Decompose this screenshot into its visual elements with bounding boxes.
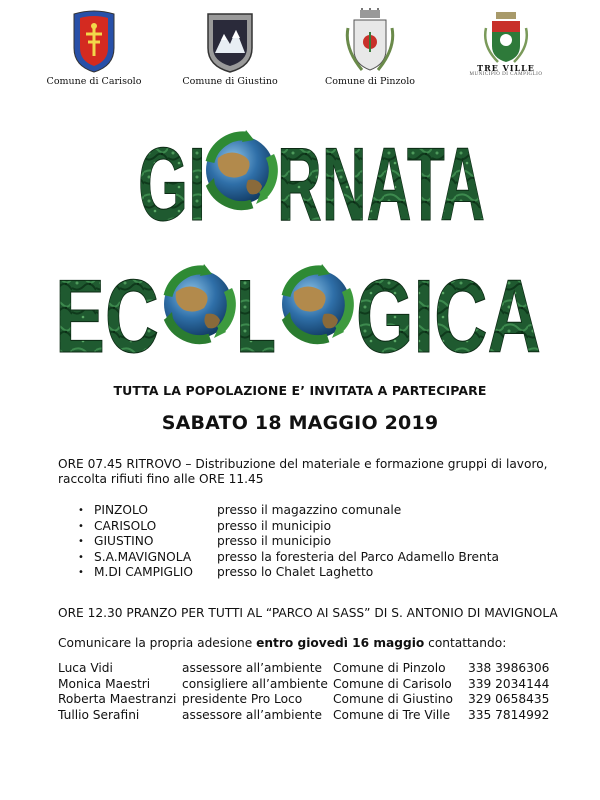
recycling-globe-icon	[206, 130, 274, 206]
list-item	[78, 534, 558, 550]
location-town: CARISOLO	[94, 518, 157, 533]
location-place: presso il municipio	[217, 518, 332, 533]
gathering-text: – Distribuzione del materiale e formazione gruppi di lavoro, raccolta rifiuti fino alle	[58, 457, 548, 486]
carisolo-crest-icon	[64, 8, 124, 74]
contact-phone: 339 2034144	[468, 676, 550, 691]
list-item	[78, 519, 558, 535]
table-row	[58, 708, 558, 724]
logo-bar	[0, 8, 600, 92]
contact-comune: Comune di Giustino	[333, 692, 453, 706]
tre-ville-crest-icon	[476, 8, 536, 64]
lunch-time: ORE 12.30 PRANZO	[58, 606, 178, 620]
contact-intro-before: Comunicare la propria adesione	[58, 636, 257, 650]
contact-comune: Comune di Carisolo	[333, 676, 452, 691]
logo-subcaption-tre-ville: MUNICIPIO DI CAMPIGLIO	[469, 72, 543, 77]
lunch-text: PER TUTTI AL “PARCO AI SASS” DI S. ANTONIO DI MAVIGNOLA	[177, 606, 558, 620]
table-row	[58, 692, 558, 708]
lunch-line	[58, 606, 558, 621]
title-word-gica: GICA	[356, 259, 541, 358]
contact-role: consigliere all’ambiente	[182, 676, 328, 691]
contact-deadline: entro giovedì 16 maggio	[256, 636, 425, 650]
logo-caption-pinzolo: Comune di Pinzolo	[324, 76, 416, 87]
pinzolo-crest-icon	[340, 8, 400, 74]
logo-caption-carisolo: Comune di Carisolo	[46, 76, 142, 87]
location-town: GIUSTINO	[94, 534, 154, 548]
bullet-icon: •	[78, 505, 84, 516]
contact-intro	[58, 636, 558, 651]
title-word-ec: EC	[55, 259, 159, 358]
location-town: PINZOLO	[94, 503, 148, 517]
contact-phone: 335 7814992	[468, 707, 550, 722]
contact-name: Roberta Maestranzi	[58, 692, 177, 706]
contact-phone: 338 3986306	[468, 661, 550, 675]
bullet-icon: •	[78, 551, 84, 563]
gathering-time: ORE 07.45	[58, 457, 123, 471]
contact-name: Luca Vidi	[58, 661, 113, 675]
invitation-subtitle: TUTTA LA POPOLAZIONE E’ INVITATA A PARTECIPARE	[113, 383, 487, 398]
list-item	[78, 503, 558, 519]
table-row	[58, 661, 558, 677]
table-row	[58, 677, 558, 693]
bullet-icon: •	[78, 520, 84, 532]
location-town: M.DI CAMPIGLIO	[94, 565, 193, 579]
title-line-2	[0, 248, 600, 358]
logo-caption-giustino: Comune di Giustino	[182, 76, 278, 87]
location-list	[78, 503, 558, 581]
logo-carisolo	[39, 8, 149, 87]
title-word-gi: GI	[138, 127, 206, 228]
location-place: presso lo Chalet Laghetto	[217, 565, 374, 579]
logo-pinzolo	[315, 8, 425, 87]
logo-tre-ville	[451, 8, 561, 77]
contact-comune: Comune di Tre Ville	[333, 707, 451, 722]
title-line-1	[0, 118, 600, 228]
event-date: SABATO 18 MAGGIO 2019	[161, 412, 439, 434]
list-item	[78, 565, 558, 581]
contact-role: presidente Pro Loco	[182, 692, 303, 706]
contact-role: assessore all’ambiente	[182, 661, 323, 675]
location-town: S.A.MAVIGNOLA	[94, 549, 192, 564]
location-place: presso la foresteria del Parco Adamello Brenta	[217, 549, 500, 564]
recycling-globe-icon	[282, 264, 350, 340]
location-place: presso il municipio	[217, 534, 332, 548]
bullet-icon: •	[78, 536, 84, 547]
gathering-label: RITROVO	[126, 457, 182, 471]
gathering-paragraph	[58, 457, 558, 487]
location-place: presso il magazzino comunale	[217, 503, 402, 517]
contact-name: Monica Maestri	[58, 676, 151, 691]
logo-caption-tre-ville: TRE VILLE	[477, 63, 535, 73]
contact-comune: Comune di Pinzolo	[333, 661, 446, 675]
title-word-rnata: RNATA	[277, 127, 485, 228]
contact-role: assessore all’ambiente	[182, 707, 323, 722]
gathering-end-time: ORE 11.45	[199, 472, 264, 486]
giustino-crest-icon	[200, 8, 260, 74]
contact-intro-after: contattando:	[424, 636, 507, 650]
contact-table	[58, 661, 558, 723]
list-item	[78, 550, 558, 566]
bullet-icon: •	[78, 567, 84, 578]
logo-giustino	[175, 8, 285, 87]
contact-name: Tullio Serafini	[58, 707, 140, 722]
contact-phone: 329 0658435	[468, 692, 550, 706]
title-word-l: L	[236, 259, 276, 358]
recycling-globe-icon	[164, 264, 232, 340]
